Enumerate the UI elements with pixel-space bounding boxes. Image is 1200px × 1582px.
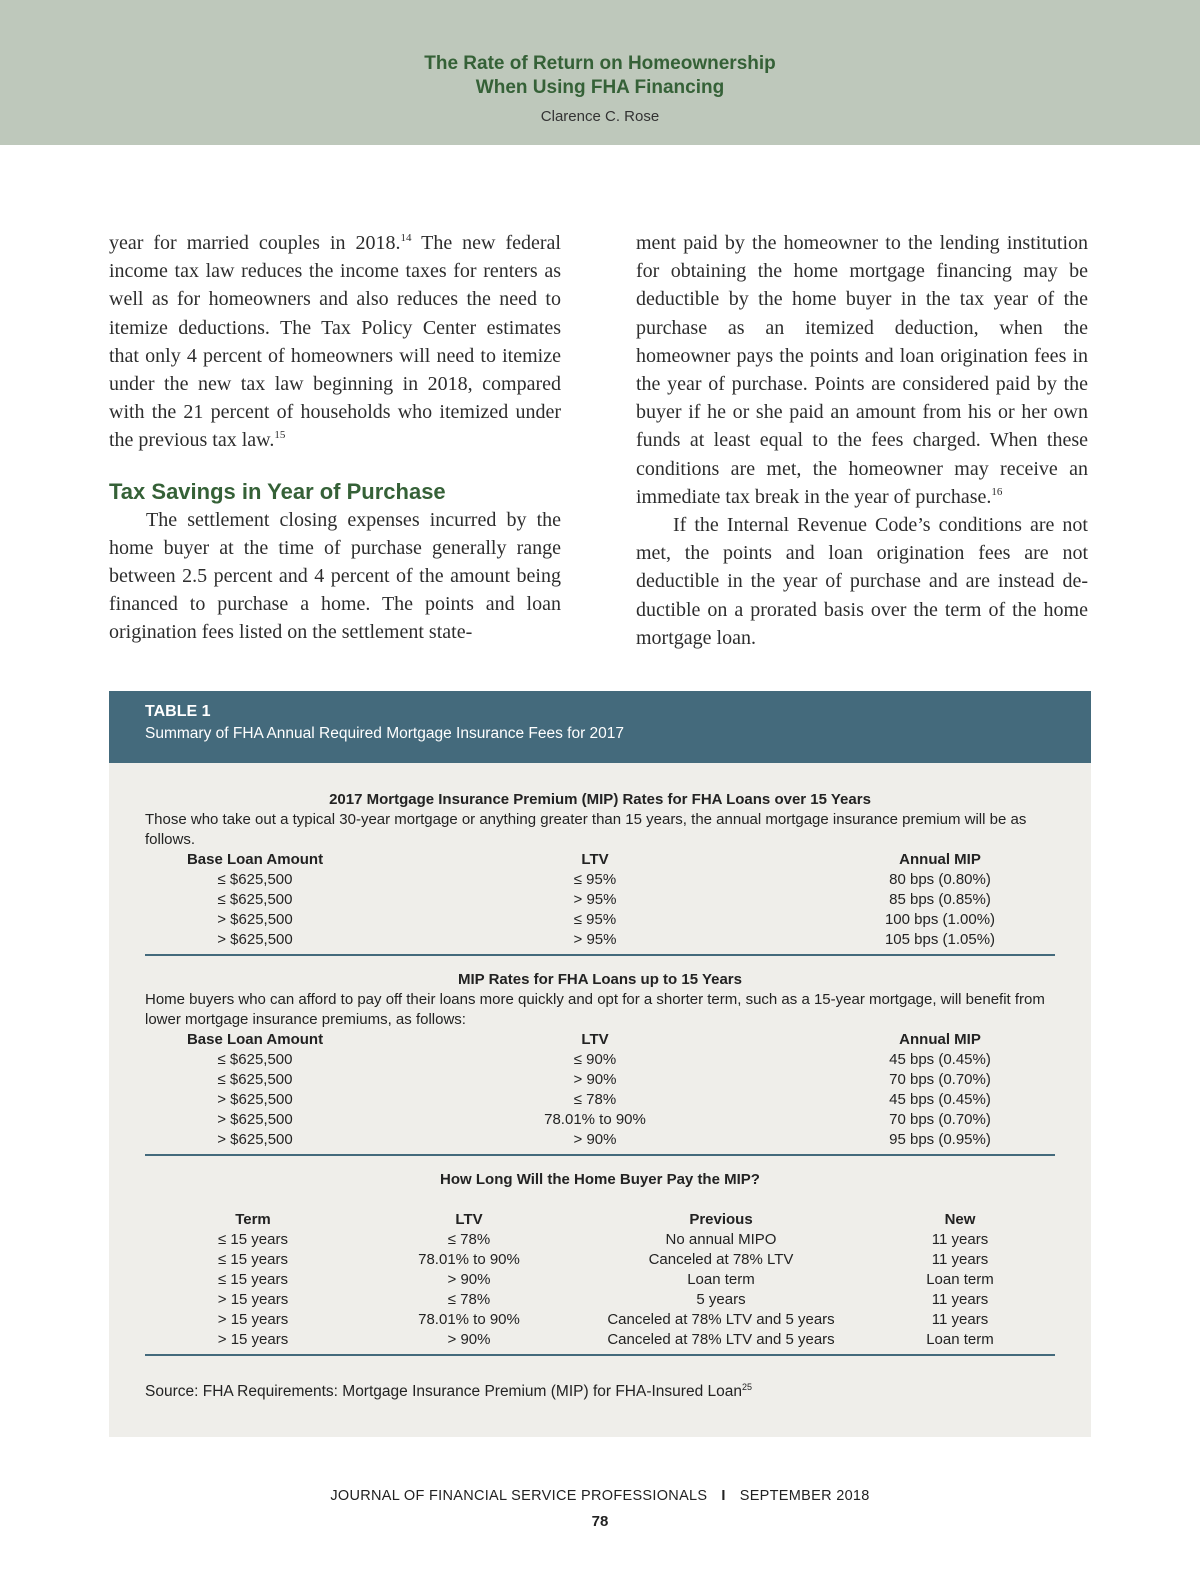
page-footer <box>0 1488 1200 1504</box>
section2-header-row <box>145 1030 1055 1050</box>
cell-base-loan: > $625,500 <box>217 1111 293 1128</box>
cell-previous: Loan term <box>687 1271 755 1288</box>
section3-title: How Long Will the Home Buyer Pay the MIP? <box>440 1171 760 1188</box>
section1-header-row <box>145 850 1055 870</box>
section1-title: 2017 Mortgage Insurance Premium (MIP) Rates for FHA Loans over 15 Years <box>329 791 871 808</box>
col-header-ltv: LTV <box>455 1211 483 1228</box>
cell-new: Loan term <box>926 1271 994 1288</box>
table-caption: Summary of FHA Annual Required Mortgage Insurance Fees for 2017 <box>145 725 625 742</box>
article-banner <box>0 0 1200 145</box>
cell-annual-mip: 80 bps (0.80%) <box>889 871 991 888</box>
article-title <box>0 52 1200 100</box>
table-section-up-to-15 <box>145 970 1055 1156</box>
journal-name: JOURNAL OF FINANCIAL SERVICE PROFESSIONALS <box>330 1488 708 1504</box>
table-row <box>145 1250 1055 1270</box>
col-header-term: Term <box>235 1211 271 1228</box>
article-title-line2: When Using FHA Financing <box>475 77 725 98</box>
cell-ltv: > 90% <box>447 1271 491 1288</box>
cell-term: > 15 years <box>217 1291 289 1308</box>
footnote-ref-25[interactable]: 25 <box>742 1382 753 1392</box>
cell-term: ≤ 15 years <box>218 1271 288 1288</box>
cell-ltv: ≤ 95% <box>573 871 617 888</box>
table-row <box>145 1110 1055 1130</box>
footnote-ref-16[interactable]: 16 <box>991 485 1003 498</box>
cell-ltv: 78.01% to 90% <box>544 1111 646 1128</box>
cell-annual-mip: 95 bps (0.95%) <box>889 1131 991 1148</box>
section-heading: Tax Savings in Year of Purchase <box>109 478 446 504</box>
cell-base-loan: > $625,500 <box>217 1091 293 1108</box>
cell-base-loan: > $625,500 <box>217 1131 293 1148</box>
table-row <box>145 910 1055 930</box>
cell-previous: Canceled at 78% LTV and 5 years <box>607 1331 835 1348</box>
cell-annual-mip: 105 bps (1.05%) <box>884 931 996 948</box>
cell-ltv: > 90% <box>573 1071 617 1088</box>
cell-term: ≤ 15 years <box>218 1231 288 1248</box>
cell-new: Loan term <box>926 1331 994 1348</box>
right-paragraph-1 <box>636 229 1088 511</box>
table-row <box>145 1050 1055 1070</box>
right-p1-text: ment paid by the homeowner to the lending institution for obtaining the home mortgage financing may be deductible by the home buyer in the tax year of the purchase as an itemized deduction, when the homeowner pays the points and loan origination fees in the year of purchase. Points are considered paid by the buyer if he or she paid an amount from his or her own funds at least equal to the fees charged. When these conditions are met, the homeowner may receive an immediate tax break in the year of purchase. <box>636 232 1088 508</box>
cell-ltv: ≤ 95% <box>573 911 617 928</box>
table-header <box>109 691 1091 763</box>
cell-annual-mip: 70 bps (0.70%) <box>889 1071 991 1088</box>
left-p1-rest: The new federal income tax law reduces the income taxes for renters as well as for homeowners and also reduces the need to itemize deductions. The Tax Policy Center estimates that only 4 percent of homeowners will need to itemize under the new tax law beginning in 2018, compared with the 21 percent of households who itemized under the previous tax law. <box>109 232 561 452</box>
col-header-ltv: LTV <box>581 851 609 868</box>
cell-base-loan: ≤ $625,500 <box>217 891 293 908</box>
left-paragraph-2: The settlement closing expenses incurred by the home buyer at the time of purchase generally range between 2.5 percent and 4 percent of the amount being financed to purchase a home. The points and loan origination fees listed on the settlement state- <box>109 508 561 644</box>
section1-table <box>145 850 1055 956</box>
table-row <box>145 1270 1055 1290</box>
cell-base-loan: ≤ $625,500 <box>217 871 293 888</box>
table-label: TABLE 1 <box>145 703 211 720</box>
cell-ltv: > 90% <box>573 1131 617 1148</box>
cell-annual-mip: 45 bps (0.45%) <box>889 1091 991 1108</box>
table-row <box>145 1130 1055 1150</box>
col-header-annual-mip: Annual MIP <box>899 1031 981 1048</box>
cell-new: 11 years <box>931 1251 989 1268</box>
article-title-line1: The Rate of Return on Homeownership <box>424 53 776 74</box>
page-number: 78 <box>591 1513 609 1530</box>
footer-separator: I <box>721 1488 726 1504</box>
cell-ltv: ≤ 78% <box>447 1291 491 1308</box>
right-column <box>636 229 1088 652</box>
table-section-over-15 <box>145 790 1055 956</box>
cell-base-loan: > $625,500 <box>217 911 293 928</box>
cell-ltv: 78.01% to 90% <box>418 1251 520 1268</box>
cell-base-loan: ≤ $625,500 <box>217 1071 293 1088</box>
cell-ltv: > 90% <box>447 1331 491 1348</box>
left-column <box>109 229 561 647</box>
left-p1-start: year for married couples in 2018. <box>109 232 401 254</box>
table-row <box>145 1310 1055 1330</box>
table-row <box>145 1070 1055 1090</box>
article-author: Clarence C. Rose <box>540 108 660 125</box>
col-header-ltv: LTV <box>581 1031 609 1048</box>
cell-annual-mip: 100 bps (1.00%) <box>884 911 996 928</box>
cell-base-loan: ≤ $625,500 <box>217 1051 293 1068</box>
issue-date: SEPTEMBER 2018 <box>739 1488 870 1504</box>
table-row <box>145 1330 1055 1350</box>
footnote-ref-15[interactable]: 15 <box>274 429 286 442</box>
section1-description: Those who take out a typical 30-year mortgage or anything greater than 15 years, the annual mortgage insurance premium will be as follows. <box>145 811 1027 848</box>
cell-previous: Canceled at 78% LTV and 5 years <box>607 1311 835 1328</box>
cell-term: > 15 years <box>217 1311 289 1328</box>
cell-previous: 5 years <box>696 1291 746 1308</box>
col-header-new: New <box>944 1211 976 1228</box>
cell-previous: No annual MIPO <box>665 1231 777 1248</box>
cell-ltv: ≤ 78% <box>573 1091 617 1108</box>
table-row <box>145 870 1055 890</box>
cell-base-loan: > $625,500 <box>217 931 293 948</box>
col-header-base-loan: Base Loan Amount <box>186 1031 324 1048</box>
footnote-ref-14[interactable]: 14 <box>400 232 412 244</box>
cell-previous: Canceled at 78% LTV <box>648 1251 794 1268</box>
right-paragraph-2: If the Internal Revenue Code’s conditions are not met, the points and loan origination fees are not deductible in the year of purchase and are instead deductible on a prorated basis over the term of the home mortgage loan. <box>636 514 1088 649</box>
section2-description: Home buyers who can afford to pay off their loans more quickly and opt for a shorter term, such as a 15-year mortgage, will benefit from lower mortgage insurance premiums, as follows: <box>145 991 1045 1028</box>
cell-term: ≤ 15 years <box>218 1251 288 1268</box>
cell-annual-mip: 70 bps (0.70%) <box>889 1111 991 1128</box>
cell-term: > 15 years <box>217 1331 289 1348</box>
cell-annual-mip: 45 bps (0.45%) <box>889 1051 991 1068</box>
table-row <box>145 930 1055 950</box>
col-header-base-loan: Base Loan Amount <box>186 851 324 868</box>
cell-ltv: ≤ 78% <box>447 1231 491 1248</box>
source-text: Source: FHA Requirements: Mortgage Insurance Premium (MIP) for FHA-Insured Loan <box>145 1383 742 1400</box>
cell-ltv: 78.01% to 90% <box>418 1311 520 1328</box>
section2-table <box>145 1030 1055 1156</box>
cell-ltv: > 95% <box>573 891 617 908</box>
table-row <box>145 1230 1055 1250</box>
cell-ltv: ≤ 90% <box>573 1051 617 1068</box>
col-header-annual-mip: Annual MIP <box>899 851 981 868</box>
section3-header-row <box>145 1210 1055 1230</box>
cell-new: 11 years <box>931 1231 989 1248</box>
table-row <box>145 1090 1055 1110</box>
table-section-mip-duration <box>145 1170 1055 1356</box>
section3-table <box>145 1210 1055 1356</box>
cell-ltv: > 95% <box>573 931 617 948</box>
table-body <box>109 763 1091 1437</box>
table-source <box>145 1383 752 1401</box>
left-paragraph-1 <box>109 229 561 455</box>
table-row <box>145 1290 1055 1310</box>
cell-new: 11 years <box>931 1311 989 1328</box>
table-row <box>145 890 1055 910</box>
section2-title: MIP Rates for FHA Loans up to 15 Years <box>458 971 742 988</box>
cell-annual-mip: 85 bps (0.85%) <box>889 891 991 908</box>
col-header-previous: Previous <box>689 1211 753 1228</box>
cell-new: 11 years <box>931 1291 989 1308</box>
